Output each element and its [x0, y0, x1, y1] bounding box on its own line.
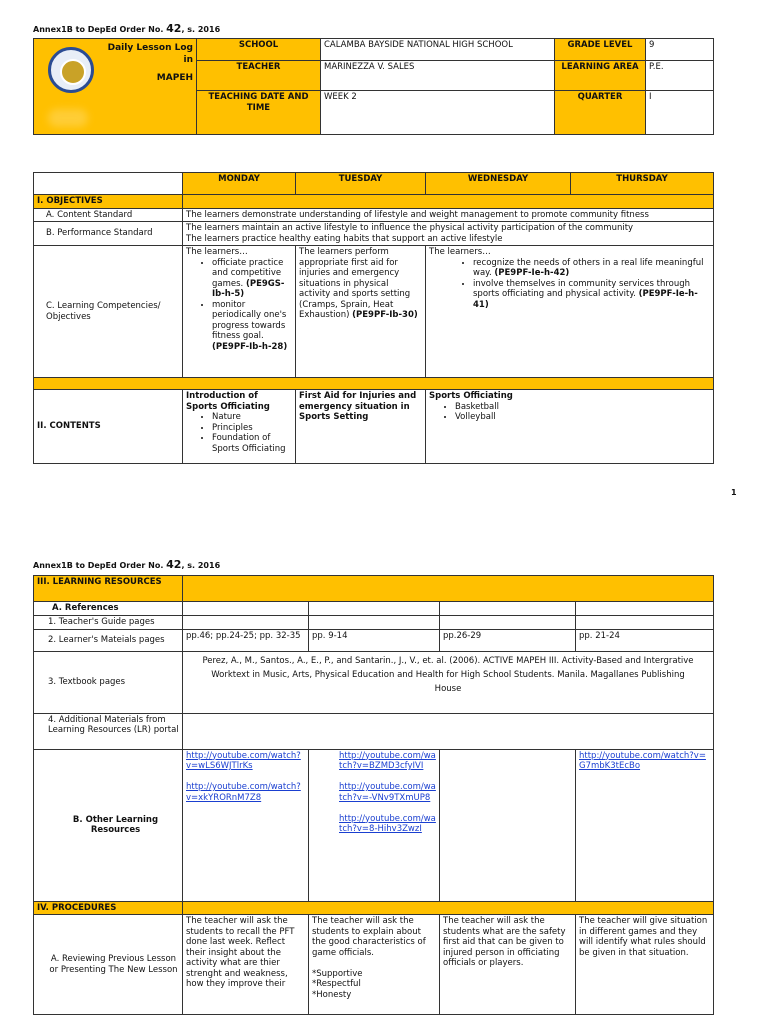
teacher-label: TEACHER [197, 61, 321, 91]
grade-value: 9 [646, 39, 714, 61]
lm-monday: pp.46; pp.24-25; pp. 32-35 [183, 629, 309, 651]
lm-thursday: pp. 21-24 [576, 629, 714, 651]
date-value: WEEK 2 [321, 91, 555, 135]
procedure-thursday: The teacher will give situation in different games and they will identify what rules should be given in that situation. [576, 915, 714, 1015]
procedures-heading: IV. PROCEDURES [34, 901, 183, 915]
day-tuesday: TUESDAY [296, 173, 426, 195]
school-label: SCHOOL [197, 39, 321, 61]
youtube-link[interactable]: http://youtube.com/watch?v=BZMD3cfyIVI [339, 750, 436, 771]
content-monday: Introduction of Sports Officiating • Nature • Principles • Foundation of Sports Officiating [183, 390, 296, 464]
lm-tuesday: pp. 9-14 [309, 629, 440, 651]
competency-wednesday: The learners… • recognize the needs of others in a real life meaningful way. (PE9PF-Ie-h-42) • involve themselves in community services through sports officiating and physical activity. (PE9PF-Ie-h-41) [426, 246, 714, 378]
performance-standard-value: The learners maintain an active lifestyle to influence the physical activity participation of the community The learners practice healthy eating habits that support an active lifestyle [183, 222, 714, 246]
day-monday: MONDAY [183, 173, 296, 195]
links-tuesday [309, 749, 440, 901]
links-thursday [576, 749, 714, 901]
references-label: A. References [34, 602, 183, 616]
content-standard-value: The learners demonstrate understanding of lifestyle and weight management to promote community fitness [183, 208, 714, 222]
quarter-label: QUARTER [555, 91, 646, 135]
resources-table [33, 575, 714, 1015]
dll-title: Daily Lesson Log [107, 43, 193, 53]
lm-wednesday: pp.26-29 [440, 629, 576, 651]
youtube-link[interactable]: http://youtube.com/watch?v=8-Hihv3ZwzI [339, 813, 436, 834]
procedure-tuesday: The teacher will ask the students to explain about the good characteristics of game officials. *Supportive *Respectful *Honesty [309, 915, 440, 1015]
day-wednesday: WEDNESDAY [426, 173, 571, 195]
links-monday [183, 749, 309, 901]
dll-subject: MAPEH [156, 73, 193, 83]
youtube-link[interactable]: http://youtube.com/watch?v=wLS6WJTlrKs [186, 750, 301, 771]
youtube-link[interactable]: http://youtube.com/watch?v=-VNv9TXmUP8 [339, 782, 436, 803]
competency-monday: The learners… • officiate practice and competitive games. (PE9GS-Ib-h-5) • monitor periodically one's progress towards fitness goal. (PE9PF-Ib-h-28) [183, 246, 296, 378]
youtube-link[interactable]: http://youtube.com/watch?v=G7mbK3tEcBo [579, 750, 706, 771]
content-standard-label: A. Content Standard [34, 208, 183, 222]
content-wednesday: Sports Officiating • Basketball • Volleyball [426, 390, 714, 464]
area-value: P.E. [646, 61, 714, 91]
objectives-heading: I. OBJECTIVES [34, 195, 183, 209]
annex-label-2: Annex1B to DepEd Order No. 42, s. 2016 [33, 558, 221, 571]
resources-heading: III. LEARNING RESOURCES [34, 576, 183, 602]
content-tuesday: First Aid for Injuries and emergency situation in Sports Setting [296, 390, 426, 464]
page-number: 1 [731, 488, 737, 497]
procedure-wednesday: The teacher will ask the students what are the safety first aid that can be given to injured person in officiating officials or players. [440, 915, 576, 1015]
annex-label: Annex1B to DepEd Order No. 42, s. 2016 [33, 22, 221, 35]
other-resources-label: B. Other Learning Resources [34, 749, 183, 901]
textbook-value: Perez, A., M., Santos., A., E., P., and Santarin., J., V., et. al. (2006). ACTIVE MAPEH III. Activity-Based and Intergrative Worktext in Music, Arts, Physical Education and Health for High School Students. Manila. Magallanes Publishing House [183, 651, 714, 713]
additional-materials-label: 4. Additional Materials from Learning Resources (LR) portal [34, 713, 183, 749]
quarter-value: I [646, 91, 714, 135]
date-label: TEACHING DATE AND TIME [197, 91, 321, 135]
procedure-monday: The teacher will ask the students to recall the PFT done last week. Reflect their insight about the activity what are thier strenght and weakness, how they improve their [183, 915, 309, 1015]
area-label: LEARNING AREA [555, 61, 646, 91]
youtube-link[interactable]: http://youtube.com/watch?v=xkYRORnM7Z8 [186, 782, 301, 803]
school-value: CALAMBA BAYSIDE NATIONAL HIGH SCHOOL [321, 39, 555, 61]
competency-tuesday: The learners perform appropriate first aid for injuries and emergency situations in physical activity and sports setting (Cramps, Sprain, Heat Exhaustion) (PE9PF-Ib-30) [296, 246, 426, 378]
teacher-value: MARINEZZA V. SALES [321, 61, 555, 91]
dll-title-cell: Daily Lesson Log in MAPEH [34, 39, 197, 135]
grade-label: GRADE LEVEL [555, 39, 646, 61]
objectives-table [33, 172, 714, 464]
textbook-label: 3. Textbook pages [34, 651, 183, 713]
deped-seal-icon [48, 47, 94, 93]
performance-standard-label: B. Performance Standard [34, 222, 183, 246]
day-thursday: THURSDAY [571, 173, 714, 195]
competencies-label: C. Learning Competencies/ Objectives [34, 246, 183, 378]
reviewing-label: A. Reviewing Previous Lesson or Presenting The New Lesson [34, 915, 183, 1015]
header-table [33, 38, 714, 135]
teachers-guide-label: 1. Teacher's Guide pages [34, 616, 183, 630]
learners-materials-label: 2. Learner's Mateials pages [34, 629, 183, 651]
contents-heading: II. CONTENTS [34, 390, 183, 464]
